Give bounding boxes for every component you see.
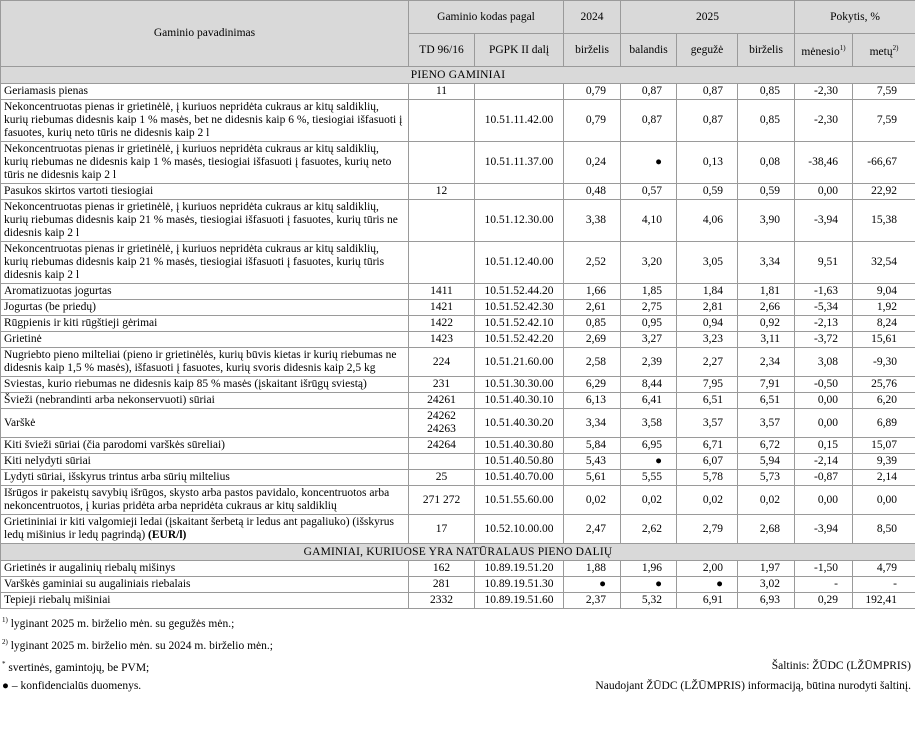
td-code: 231 — [409, 377, 475, 393]
footnotes — [0, 612, 915, 700]
table-row — [1, 332, 915, 348]
monthly-change: -1,50 — [795, 561, 853, 577]
td-code — [409, 454, 475, 470]
price-2025-may: 6,51 — [677, 393, 738, 409]
price-2025-may: 6,71 — [677, 438, 738, 454]
price-2025-june: 1,81 — [738, 284, 795, 300]
pgpk-code: 10.51.30.30.00 — [475, 377, 564, 393]
yearly-change: 25,76 — [853, 377, 915, 393]
yearly-change: 22,92 — [853, 184, 915, 200]
monthly-change: 0,00 — [795, 486, 853, 515]
header-td: TD 96/16 — [409, 34, 475, 67]
monthly-change: - — [795, 577, 853, 593]
section-title: GAMINIAI, KURIUOSE YRA NATŪRALAUS PIENO DALIŲ — [1, 544, 915, 561]
product-name: Grietinė — [1, 332, 409, 348]
footnote-monthly: $^{1)}$ lyginant 2025 m. birželio mėn. su gegužės mėn.; — [2, 616, 235, 630]
table-row — [1, 515, 915, 544]
price-2025-april: 2,39 — [621, 348, 677, 377]
price-2024-june: 0,79 — [564, 100, 621, 142]
td-code: 1423 — [409, 332, 475, 348]
table-row — [1, 393, 915, 409]
table-row — [1, 377, 915, 393]
price-2025-april: 1,85 — [621, 284, 677, 300]
monthly-change: -2,30 — [795, 100, 853, 142]
pgpk-code: 10.51.40.30.10 — [475, 393, 564, 409]
price-2024-june: 0,24 — [564, 142, 621, 184]
price-2025-april: 5,32 — [621, 593, 677, 609]
product-name: Nekoncentruotas pienas ir grietinėlė, į kuriuos nepridėta cukraus ar kitų saldiklių, kurių riebumas didesnis kaip 1 % masės, bet ne didesnis kaip 6 %, tiesiogiai išfasuoti į fasuotes, kurių neto tūris ne didesnis kaip 2 l — [1, 100, 409, 142]
price-2025-june: 6,72 — [738, 438, 795, 454]
pgpk-code: 10.51.12.40.00 — [475, 242, 564, 284]
table-row — [1, 454, 915, 470]
table-row — [1, 316, 915, 332]
price-2025-may: 0,87 — [677, 100, 738, 142]
price-2025-april: 3,20 — [621, 242, 677, 284]
monthly-change: 0,00 — [795, 409, 853, 438]
price-2024-june: 5,43 — [564, 454, 621, 470]
price-2025-may: 0,02 — [677, 486, 738, 515]
monthly-change: -2,30 — [795, 84, 853, 100]
price-2025-may: 3,57 — [677, 409, 738, 438]
td-code: 281 — [409, 577, 475, 593]
pgpk-code: 10.51.40.30.80 — [475, 438, 564, 454]
product-name: Jogurtas (be priedų) — [1, 300, 409, 316]
yearly-change: 4,79 — [853, 561, 915, 577]
price-2025-april: 1,96 — [621, 561, 677, 577]
yearly-change: 8,24 — [853, 316, 915, 332]
price-2024-june: 5,84 — [564, 438, 621, 454]
price-2024-june: 6,29 — [564, 377, 621, 393]
table-row — [1, 577, 915, 593]
td-code: 271 272 — [409, 486, 475, 515]
price-2025-april: 8,44 — [621, 377, 677, 393]
price-2024-june: 2,69 — [564, 332, 621, 348]
product-name: Nugriebto pieno milteliai (pieno ir grietinėlės, kurių būvis kietas ir kurių riebumas ne didesnis kaip 1,5 % masės), išfasuoti į fasuotes, kurių svoris didesnis kaip 2,5 kg — [1, 348, 409, 377]
pgpk-code: 10.51.11.37.00 — [475, 142, 564, 184]
table-row — [1, 84, 915, 100]
price-2025-june: 5,94 — [738, 454, 795, 470]
price-2025-june: 1,97 — [738, 561, 795, 577]
monthly-change: -1,63 — [795, 284, 853, 300]
price-2024-june: 3,38 — [564, 200, 621, 242]
monthly-change: 9,51 — [795, 242, 853, 284]
footnote-yearly: $^{2)}$ lyginant 2025 m. birželio mėn. su 2024 m. birželio mėn.; — [2, 638, 273, 652]
price-2024-june: 2,47 — [564, 515, 621, 544]
footnote-confidential: ● – konfidencialūs duomenys. — [2, 680, 142, 692]
product-name: Aromatizuotas jogurtas — [1, 284, 409, 300]
yearly-change: 6,89 — [853, 409, 915, 438]
price-2025-june: 0,02 — [738, 486, 795, 515]
td-code: 24261 — [409, 393, 475, 409]
header-product: Gaminio pavadinimas — [1, 1, 409, 67]
td-code: 1421 — [409, 300, 475, 316]
price-2025-april: 3,27 — [621, 332, 677, 348]
price-2025-april: 2,75 — [621, 300, 677, 316]
pgpk-code: 10.51.11.42.00 — [475, 100, 564, 142]
product-name: Išrūgos ir pakeistų savybių išrūgos, skysto arba pastos pavidalo, koncentruotos arba nekoncentruotos, į kurias pridėta arba nepridėta cukraus ar kitų saldiklių — [1, 486, 409, 515]
price-2025-april: 6,41 — [621, 393, 677, 409]
header-year-2024: 2024 — [564, 1, 621, 34]
product-name: Varškės gaminiai su augaliniais riebalais — [1, 577, 409, 593]
price-2025-june: 0,59 — [738, 184, 795, 200]
table-row — [1, 242, 915, 284]
pgpk-code: 10.89.19.51.60 — [475, 593, 564, 609]
yearly-change: 15,07 — [853, 438, 915, 454]
price-2024-june: 0,02 — [564, 486, 621, 515]
td-code: 25 — [409, 470, 475, 486]
price-2025-june: 6,93 — [738, 593, 795, 609]
td-code: 24264 — [409, 438, 475, 454]
product-name: Kiti švieži sūriai (čia parodomi varškės sūreliai) — [1, 438, 409, 454]
price-2025-june: 3,57 — [738, 409, 795, 438]
pgpk-code: 10.51.52.42.30 — [475, 300, 564, 316]
monthly-change: -2,13 — [795, 316, 853, 332]
product-name: Grietinės ir augalinių riebalų mišinys — [1, 561, 409, 577]
price-2025-may: 6,91 — [677, 593, 738, 609]
pgpk-code: 10.51.52.42.20 — [475, 332, 564, 348]
price-2025-may: 5,78 — [677, 470, 738, 486]
price-2025-may: 2,81 — [677, 300, 738, 316]
td-code: 162 — [409, 561, 475, 577]
price-2025-june: 0,85 — [738, 84, 795, 100]
table-row — [1, 100, 915, 142]
monthly-change: 0,15 — [795, 438, 853, 454]
price-2025-april: ● — [621, 454, 677, 470]
price-2025-april: 0,57 — [621, 184, 677, 200]
td-code: 2332 — [409, 593, 475, 609]
monthly-change: -0,50 — [795, 377, 853, 393]
pgpk-code: 10.51.52.42.10 — [475, 316, 564, 332]
price-2025-may: ● — [677, 577, 738, 593]
yearly-change: - — [853, 577, 915, 593]
price-2025-april: ● — [621, 577, 677, 593]
header-code-group: Gaminio kodas pagal — [409, 1, 564, 34]
table-row — [1, 486, 915, 515]
price-2024-june: 0,48 — [564, 184, 621, 200]
product-name: Nekoncentruotas pienas ir grietinėlė, į kuriuos nepridėta cukraus ar kitų saldiklių, kurių riebumas didesnis kaip 21 % masės, tiesiogiai išfasuoti į fasuotes, kurių tūris ne didesnis kaip 2 l — [1, 200, 409, 242]
price-2024-june: 2,58 — [564, 348, 621, 377]
price-2025-april: 3,58 — [621, 409, 677, 438]
price-2025-april: 6,95 — [621, 438, 677, 454]
pgpk-code: 10.89.19.51.20 — [475, 561, 564, 577]
table-row — [1, 200, 915, 242]
price-2025-may: 4,06 — [677, 200, 738, 242]
price-2025-june: 3,34 — [738, 242, 795, 284]
price-2025-may: 2,27 — [677, 348, 738, 377]
product-name: Švieži (nebrandinti arba nekonservuoti) sūriai — [1, 393, 409, 409]
price-2024-june: 2,61 — [564, 300, 621, 316]
price-2024-june: 1,88 — [564, 561, 621, 577]
price-2025-june: 5,73 — [738, 470, 795, 486]
section-header — [1, 544, 915, 561]
yearly-change: 15,38 — [853, 200, 915, 242]
price-2025-april: 5,55 — [621, 470, 677, 486]
yearly-change: 7,59 — [853, 100, 915, 142]
product-name: Varškė — [1, 409, 409, 438]
price-2024-june: 2,37 — [564, 593, 621, 609]
monthly-change: -2,14 — [795, 454, 853, 470]
price-2024-june: 0,85 — [564, 316, 621, 332]
td-code — [409, 142, 475, 184]
yearly-change: -66,67 — [853, 142, 915, 184]
yearly-change: 9,39 — [853, 454, 915, 470]
price-2025-june: 0,85 — [738, 100, 795, 142]
price-2025-june: 6,51 — [738, 393, 795, 409]
table-row — [1, 142, 915, 184]
price-2025-april: ● — [621, 142, 677, 184]
table-row — [1, 470, 915, 486]
price-2025-may: 3,05 — [677, 242, 738, 284]
pgpk-code: 10.52.10.00.00 — [475, 515, 564, 544]
monthly-change: -3,72 — [795, 332, 853, 348]
pgpk-code: 10.51.12.30.00 — [475, 200, 564, 242]
source-label: Šaltinis: ŽŪDC (LŽŪMPRIS) — [771, 660, 911, 672]
monthly-change: 0,29 — [795, 593, 853, 609]
product-name: Pasukos skirtos vartoti tiesiogiai — [1, 184, 409, 200]
header-change: Pokytis, % — [795, 1, 915, 34]
pgpk-code — [475, 84, 564, 100]
pgpk-code: 10.89.19.51.30 — [475, 577, 564, 593]
td-code: 24262 24263 — [409, 409, 475, 438]
yearly-change: 192,41 — [853, 593, 915, 609]
td-code: 17 — [409, 515, 475, 544]
pgpk-code — [475, 184, 564, 200]
product-name: Lydyti sūriai, išskyrus trintus arba sūrių miltelius — [1, 470, 409, 486]
pgpk-code: 10.51.40.50.80 — [475, 454, 564, 470]
pgpk-code: 10.51.52.44.20 — [475, 284, 564, 300]
table-row — [1, 300, 915, 316]
pgpk-code: 10.51.40.30.20 — [475, 409, 564, 438]
yearly-change: 6,20 — [853, 393, 915, 409]
price-2025-june: 3,11 — [738, 332, 795, 348]
table-row — [1, 561, 915, 577]
product-name: Grietininiai ir kiti valgomieji ledai (įskaitant šerbetą ir ledus ant pagaliuko) (išskyrus ledų mišinius ir ledų pagrindą) (EUR/l) — [1, 515, 409, 544]
yearly-change: -9,30 — [853, 348, 915, 377]
header-2025-april: balandis — [621, 34, 677, 67]
product-name: Kiti nelydyti sūriai — [1, 454, 409, 470]
price-2025-april: 4,10 — [621, 200, 677, 242]
price-2025-june: 7,91 — [738, 377, 795, 393]
td-code: 11 — [409, 84, 475, 100]
monthly-change: -3,94 — [795, 515, 853, 544]
price-2025-may: 0,94 — [677, 316, 738, 332]
price-2024-june: 5,61 — [564, 470, 621, 486]
product-name: Rūgpienis ir kiti rūgštieji gėrimai — [1, 316, 409, 332]
header-yearly-change: metų$^{2)}$ — [853, 34, 915, 67]
price-2025-june: 2,34 — [738, 348, 795, 377]
price-2025-may: 0,13 — [677, 142, 738, 184]
table-row — [1, 593, 915, 609]
price-2024-june: 3,34 — [564, 409, 621, 438]
yearly-change: 32,54 — [853, 242, 915, 284]
price-2025-may: 7,95 — [677, 377, 738, 393]
td-code: 12 — [409, 184, 475, 200]
source-note: Naudojant ŽŪDC (LŽŪMPRIS) informaciją, būtina nurodyti šaltinį. — [595, 680, 911, 692]
td-code — [409, 200, 475, 242]
td-code: 1422 — [409, 316, 475, 332]
price-2025-may: 3,23 — [677, 332, 738, 348]
price-2025-june: 0,08 — [738, 142, 795, 184]
monthly-change: 3,08 — [795, 348, 853, 377]
price-2025-june: 3,90 — [738, 200, 795, 242]
price-2025-may: 1,84 — [677, 284, 738, 300]
header-pgpk: PGPK II dalį — [475, 34, 564, 67]
price-2025-april: 2,62 — [621, 515, 677, 544]
price-2025-june: 2,66 — [738, 300, 795, 316]
price-2024-june: 1,66 — [564, 284, 621, 300]
price-2025-april: 0,87 — [621, 100, 677, 142]
price-2025-may: 6,07 — [677, 454, 738, 470]
monthly-change: -3,94 — [795, 200, 853, 242]
yearly-change: 1,92 — [853, 300, 915, 316]
td-code — [409, 242, 475, 284]
product-name: Geriamasis pienas — [1, 84, 409, 100]
price-2024-june: 6,13 — [564, 393, 621, 409]
price-2025-june: 3,02 — [738, 577, 795, 593]
table-row — [1, 184, 915, 200]
td-code: 1411 — [409, 284, 475, 300]
monthly-change: 0,00 — [795, 393, 853, 409]
section-header — [1, 67, 915, 84]
price-2025-april: 0,87 — [621, 84, 677, 100]
header-year-2025: 2025 — [621, 1, 795, 34]
unit-label: (EUR/l) — [148, 529, 187, 541]
header-2024-june: birželis — [564, 34, 621, 67]
product-name: Tepieji riebalų mišiniai — [1, 593, 409, 609]
yearly-change: 9,04 — [853, 284, 915, 300]
price-2025-june: 0,92 — [738, 316, 795, 332]
price-2025-april: 0,02 — [621, 486, 677, 515]
yearly-change: 8,50 — [853, 515, 915, 544]
yearly-change: 0,00 — [853, 486, 915, 515]
price-2024-june: 0,79 — [564, 84, 621, 100]
td-code — [409, 100, 475, 142]
table-row — [1, 348, 915, 377]
table-row — [1, 438, 915, 454]
yearly-change: 7,59 — [853, 84, 915, 100]
price-2025-may: 2,00 — [677, 561, 738, 577]
pgpk-code: 10.51.21.60.00 — [475, 348, 564, 377]
td-code: 224 — [409, 348, 475, 377]
section-title: PIENO GAMINIAI — [1, 67, 915, 84]
monthly-change: -0,87 — [795, 470, 853, 486]
price-2024-june: ● — [564, 577, 621, 593]
price-2025-may: 0,59 — [677, 184, 738, 200]
header-2025-june: birželis — [738, 34, 795, 67]
price-2025-june: 2,68 — [738, 515, 795, 544]
table-row — [1, 409, 915, 438]
product-name: Nekoncentruotas pienas ir grietinėlė, į kuriuos nepridėta cukraus ar kitų saldiklių, kurių riebumas ne didesnis kaip 1 % masės, tiesiogiai išfasuoti į fasuotes, kurių neto tūris ne didesnis kaip 2 l — [1, 142, 409, 184]
pgpk-code: 10.51.55.60.00 — [475, 486, 564, 515]
header-2025-may: gegužė — [677, 34, 738, 67]
price-2025-may: 2,79 — [677, 515, 738, 544]
product-name: Nekoncentruotas pienas ir grietinėlė, į kuriuos nepridėta cukraus ar kitų saldiklių, kurių riebumas didesnis kaip 21 % masės, tiesiogiai išfasuoti į fasuotes, kurių tūris didesnis kaip 2 l — [1, 242, 409, 284]
yearly-change: 15,61 — [853, 332, 915, 348]
monthly-change: 0,00 — [795, 184, 853, 200]
pgpk-code: 10.51.40.70.00 — [475, 470, 564, 486]
table-row — [1, 284, 915, 300]
footnote-weighted: * svertinės, gamintojų, be PVM; — [2, 660, 150, 674]
price-2025-april: 0,95 — [621, 316, 677, 332]
monthly-change: -5,34 — [795, 300, 853, 316]
price-2024-june: 2,52 — [564, 242, 621, 284]
header-monthly-change: mėnesio$^{1)}$ — [795, 34, 853, 67]
product-name: Sviestas, kurio riebumas ne didesnis kaip 85 % masės (įskaitant išrūgų sviestą) — [1, 377, 409, 393]
yearly-change: 2,14 — [853, 470, 915, 486]
price-2025-may: 0,87 — [677, 84, 738, 100]
monthly-change: -38,46 — [795, 142, 853, 184]
